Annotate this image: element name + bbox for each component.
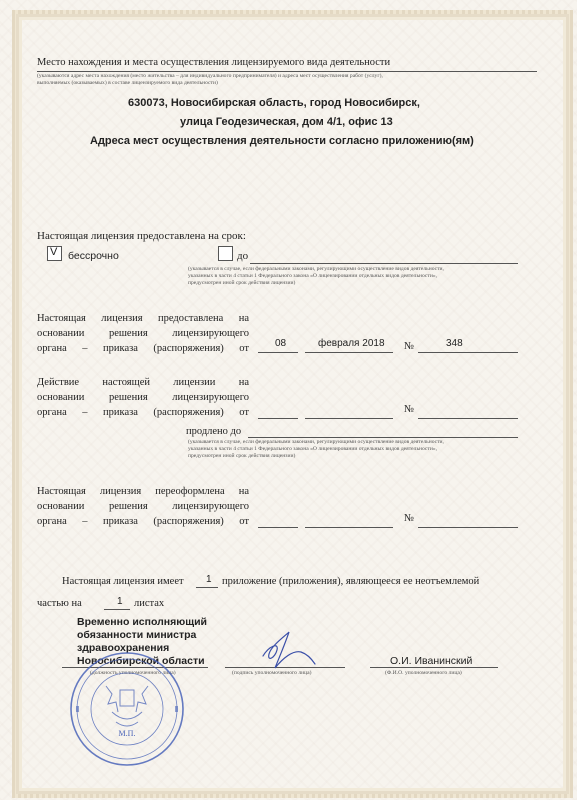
underline (418, 527, 518, 528)
position-line-2: обязанности министра (77, 629, 197, 641)
stamp-label: М.П. (118, 729, 136, 738)
reissue-line-3: органа – приказа (распоряжения) от (37, 516, 249, 527)
term-note-3: предусмотрен иной срок действия лицензии) (188, 280, 296, 286)
underline (418, 352, 518, 353)
appendix-text-before: Настоящая лицензия имеет (62, 576, 184, 587)
signer-name: О.И. Иванинский (390, 655, 473, 667)
basis-line-1: Настоящая лицензия предоставлена на (37, 313, 249, 324)
underline (196, 587, 218, 588)
basis-line-3: органа – приказа (распоряжения) от (37, 343, 249, 354)
extension-line-2: основании решения лицензирующего (37, 392, 249, 403)
extension-number-label: № (404, 404, 415, 415)
unlimited-checkbox (47, 246, 62, 261)
extension-note-2: указанных в части 4 статьи 1 Федерального закона «О лицензировании отдельных видов деятельности», (188, 446, 438, 452)
until-label: до (237, 250, 249, 262)
term-heading: Настоящая лицензия предоставлена на срок: (37, 230, 246, 242)
official-stamp-icon (68, 650, 186, 768)
underline (305, 418, 393, 419)
reissue-number-label: № (404, 513, 415, 524)
basis-number: 348 (446, 338, 463, 349)
unlimited-label: бессрочно (68, 250, 119, 262)
underline (370, 667, 498, 668)
address-line-1: 630073, Новосибирская область, город Новосибирск, (128, 97, 420, 109)
appendix-sheets-label: листах (134, 598, 165, 609)
appendix-text-after: приложение (приложения), являющееся ее неотъемлемой (222, 576, 480, 587)
handwritten-signature-icon (255, 628, 320, 673)
extension-line-3: органа – приказа (распоряжения) от (37, 407, 249, 418)
signature-caption: (подпись уполномоченного лица) (232, 670, 312, 676)
basis-line-2: основании решения лицензирующего (37, 328, 249, 339)
underline (37, 71, 537, 72)
address-line-3: Адреса мест осуществления деятельности согласно приложению(ям) (90, 135, 474, 147)
appendix-count: 1 (206, 574, 212, 585)
until-line (250, 263, 518, 264)
term-note-1: (указывается в случае, если федеральными законами, регулирующими осуществление видов деятельности, (188, 266, 444, 272)
underline (104, 609, 130, 610)
check-mark-icon: V (50, 246, 58, 258)
basis-month-year: февраля 2018 (318, 338, 385, 349)
basis-day: 08 (275, 338, 287, 349)
address-line-2: улица Геодезическая, дом 4/1, офис 13 (180, 116, 393, 128)
position-line-1: Временно исполняющий (77, 616, 207, 628)
reissue-line-1: Настоящая лицензия переоформлена на (37, 486, 249, 497)
until-checkbox (218, 246, 233, 261)
address-note-1: (указываются адрес места нахождения (место жительства – для индивидуального предпринимателя) и адреса мест осуществления работ (услуг), (37, 73, 383, 79)
reissue-line-2: основании решения лицензирующего (37, 501, 249, 512)
extension-note-3: предусмотрен иной срок действия лицензии) (188, 453, 296, 459)
term-note-2: указанных в части 4 статьи 1 Федерального закона «О лицензировании отдельных видов деятельности», (188, 273, 438, 279)
underline (305, 352, 393, 353)
underline (258, 527, 298, 528)
appendix-part-label: частью на (37, 598, 82, 609)
underline (418, 418, 518, 419)
underline (258, 418, 298, 419)
extension-line-1: Действие настоящей лицензии на (37, 377, 249, 388)
extension-note-1: (указывается в случае, если федеральными законами, регулирующими осуществление видов деятельности, (188, 439, 444, 445)
name-caption: (Ф.И.О. уполномоченного лица) (385, 670, 462, 676)
basis-number-label: № (404, 341, 415, 352)
underline (305, 527, 393, 528)
position-line-4: Новосибирской области (77, 655, 205, 667)
address-heading: Место нахождения и места осуществления лицензируемого вида деятельности (37, 57, 391, 68)
underline (248, 437, 518, 438)
position-caption: (должность уполномоченного лица) (90, 670, 176, 676)
appendix-sheets: 1 (117, 596, 123, 607)
address-note-2: выполняемых (оказываемых) в составе лицензируемого вида деятельности) (37, 80, 218, 86)
position-line-3: здравоохранения (77, 642, 170, 654)
extended-until-label: продлено до (186, 426, 242, 437)
underline (258, 352, 298, 353)
